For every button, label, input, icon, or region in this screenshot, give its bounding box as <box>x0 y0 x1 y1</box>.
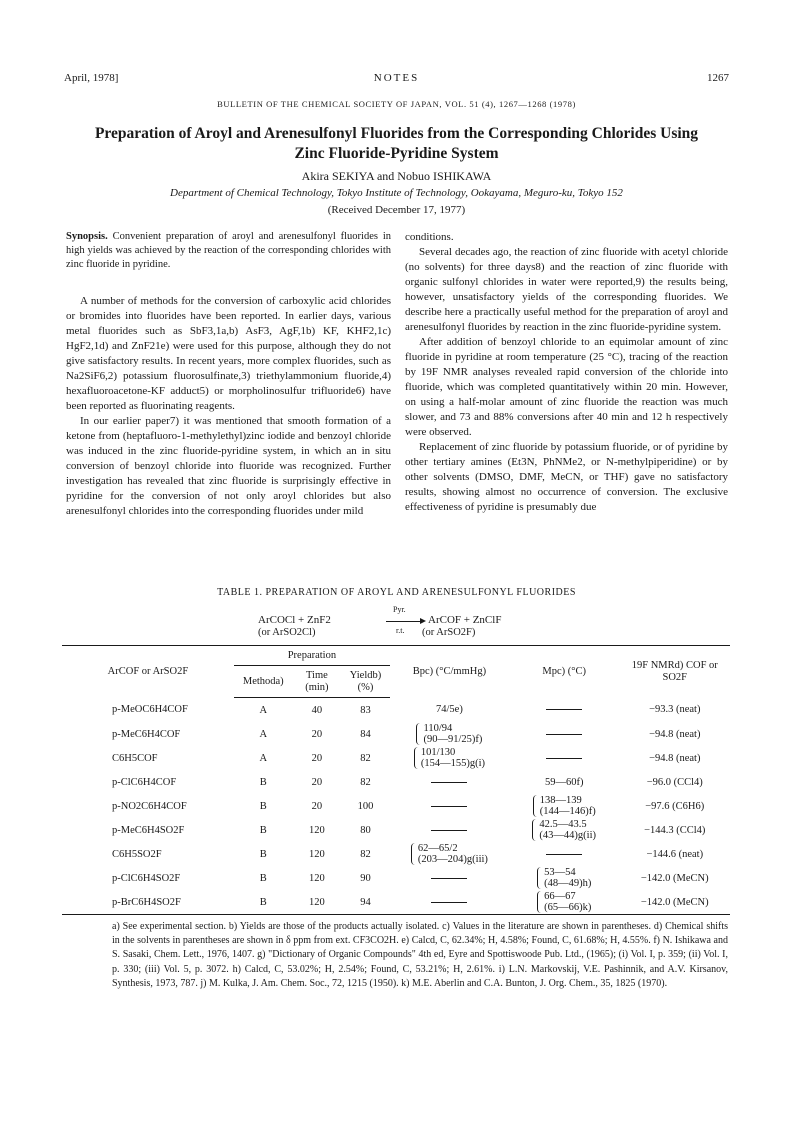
cell-compound: p-NO2C6H4COF <box>112 800 187 812</box>
cell-yield: 100 <box>357 800 374 812</box>
cell-mp: 66—67 (65—66)k) <box>509 890 620 915</box>
cell-time: 120 <box>309 848 325 860</box>
reaction-scheme <box>250 605 550 643</box>
cell-method: B <box>259 776 267 788</box>
cell-mp <box>509 842 620 866</box>
col-header-method: Methoda) <box>234 666 293 698</box>
right-column <box>405 230 728 515</box>
cell-bp <box>390 890 509 915</box>
cell-bp <box>390 866 509 890</box>
received-date: (Received December 17, 1977) <box>327 204 466 216</box>
cell-nmr: −144.3 (CCl4) <box>644 824 706 836</box>
page-number: 1267 <box>707 72 729 84</box>
body-paragraph: A number of methods for the conversion of carboxylic acid chlorides or bromides into fluorides have been reported. In earlier days, various metal fluorides such as SbF3,1a,b) AsF3, AgF,1b) KF, KHF2,1c) HgF2,1d) and ZnF21e) were used for this purpose, although they do not give satisfactory results. In recent years, more complex fluorides, such as Na2SiF6,2) potassium fluorosulfinate,3) triethylammonium fluoride,4) hexafluoroacetone-KF adduct5) or morpholinosulfur trifluoride6) have been reported as fluorinating reagents. <box>66 295 391 412</box>
running-header-section: NOTES <box>373 72 420 84</box>
cell-compound: p-ClC6H4COF <box>112 776 177 788</box>
cell-method: B <box>259 800 267 812</box>
products: ArCOF + ZnClF <box>428 614 502 626</box>
cell-bp <box>390 770 509 794</box>
cell-method: A <box>259 704 268 716</box>
col-header-nmr: 19F NMRd) COF or SO2F <box>620 646 730 698</box>
cell-yield: 82 <box>360 848 371 860</box>
col-header-yield: Yieldb) (%) <box>341 666 390 698</box>
cell-yield: 90 <box>360 872 371 884</box>
cell-compound: p-MeC6H4SO2F <box>112 824 185 836</box>
cell-compound: C6H5COF <box>112 752 158 764</box>
cell-nmr: −97.6 (C6H6) <box>645 800 705 812</box>
col-header-bp: Bpc) (°C/mmHg) <box>390 646 509 698</box>
arrow-condition-solvent: Pyr. <box>393 605 406 614</box>
body-paragraph: After addition of benzoyl chloride to an equimolar amount of zinc fluoride in pyridine at room temperature (25 °C), tracing of the reaction by 19F NMR analyses revealed rapid conversion of the chloride into fluoride, which was completed quantitatively within 20 min. However, on using a half-molar amount of zinc fluoride the reaction was much slower, and 73 and 88% conversions after 40 min and 12 h respectively were observed. <box>405 336 728 438</box>
cell-mp: 53—54 (48—49)h) <box>509 866 620 890</box>
left-column <box>66 230 391 519</box>
table-row <box>62 722 730 746</box>
cell-yield: 82 <box>360 752 371 764</box>
cell-yield: 82 <box>360 776 371 788</box>
journal-citation: BULLETIN OF THE CHEMICAL SOCIETY OF JAPAN, VOL. 51 (4), 1267—1268 (1978) <box>217 99 576 109</box>
col-header-mp: Mpc) (°C) <box>509 646 620 698</box>
cell-nmr: −142.0 (MeCN) <box>620 890 730 915</box>
cell-nmr: −144.6 (neat) <box>646 848 704 860</box>
reaction-arrow <box>386 621 424 622</box>
cell-mp <box>509 722 620 746</box>
cell-method: B <box>234 890 293 915</box>
table-row <box>62 818 730 842</box>
cell-nmr: −94.8 (neat) <box>649 752 701 764</box>
affiliation: Department of Chemical Technology, Tokyo Institute of Technology, Ookayama, Meguro-ku, Tokyo 152 <box>170 187 623 199</box>
cell-compound: p-ClC6H4SO2F <box>112 872 181 884</box>
cell-compound: p-MeOC6H4COF <box>112 704 188 716</box>
cell-method: B <box>259 848 267 860</box>
body-paragraph: In our earlier paper7) it was mentioned that smooth formation of a ketone from (heptafluoro-1-methylethyl)zinc iodide and benzoyl chloride was induced in the zinc fluoride-pyridine system, in which an in situ conversion of benzoyl chloride into fluoride was recognized. Further investigation has revealed that zinc fluoride is surprisingly effective in pyridine for the conversion of not only aroyl chlorides but also arenesulfonyl chlorides into the corresponding fluorides under mild <box>66 415 391 517</box>
table-row <box>62 842 730 866</box>
cell-mp: 138—139 (144—146)f) <box>509 794 620 818</box>
cell-bp <box>390 818 509 842</box>
table-footnotes <box>112 920 728 991</box>
table-caption: TABLE 1. PREPARATION OF AROYL AND ARENESULFONYL FLUORIDES <box>217 587 576 598</box>
cell-nmr: −94.8 (neat) <box>649 728 701 740</box>
cell-time: 120 <box>293 890 341 915</box>
cell-nmr: −93.3 (neat) <box>649 704 701 716</box>
cell-mp <box>509 746 620 770</box>
cell-method: B <box>259 824 267 836</box>
cell-time: 20 <box>311 800 323 812</box>
arrow-condition-temperature: r.t. <box>396 626 405 635</box>
cell-yield: 80 <box>360 824 371 836</box>
cell-time: 20 <box>311 728 323 740</box>
cell-bp: 74/5e) <box>436 704 463 716</box>
authors: Akira SEKIYA and Nobuo ISHIKAWA <box>301 169 492 183</box>
cell-bp: 101/130 (154—155)g(i) <box>390 746 509 770</box>
cell-nmr: −142.0 (MeCN) <box>640 872 709 884</box>
synopsis <box>66 230 391 272</box>
body-paragraph: Several decades ago, the reaction of zinc fluoride with acetyl chloride (no solvents) for three days8) and the reaction of zinc fluoride with organic sulfonyl chlorides in water were reported,9) the results being, however, unsatisfactory yields of the corresponding fluorides. We describe here a practically useful method for the preparation of aroyl and arenesulfonyl fluorides by reaction in the zinc fluoride-pyridine system. <box>405 246 728 333</box>
cell-compound: C6H5SO2F <box>112 848 162 860</box>
footnote-text: a) See experimental section. b) Yields are those of the products actually isolated. c) Values in the literature are shown in parentheses. d) Chemical shifts in the solvents in parentheses are shown in δ ppm from ext. CF3CO2H. e) Calcd, C, 62.34%; H, 4.58%; Found, C, 61.68%; H, 4.55%. f) N. Ishikawa and S. Sasaki, Chem. Lett., 1976, 1407. g) "Dictionary of Organic Compounds" 4th ed, Eyre and Spottiswoode Pub. Ltd., (1965); (i) Vol. I, p. 359; (ii) Vol. I, p. 330; (iii) Vol. 5, p. 3072. h) Calcd, C, 53.02%; H, 2.54%; Found, C, 53.21%; H, 2.61%. i) L.N. Markovskij, V.E. Pashinnik, and A.V. Kirsanov, Synthesis, 1973, 787. j) M. Kulka, J. Am. Chem. Soc., 72, 1215 (1950). k) M.E. Aberlin and C.A. Bunton, J. Org. Chem., 35, 1825 (1970). <box>112 921 728 989</box>
cell-yield: 94 <box>341 890 390 915</box>
cell-compound: p-MeC6H4COF <box>112 728 181 740</box>
product-alternative: (or ArSO2F) <box>422 627 476 638</box>
cell-bp: 62—65/2 (203—204)g(iii) <box>390 842 509 866</box>
table-row <box>62 698 730 723</box>
table-row <box>62 794 730 818</box>
cell-time: 120 <box>309 824 325 836</box>
data-table <box>62 645 730 915</box>
reactant-alternative: (or ArSO2Cl) <box>258 627 316 638</box>
cell-yield: 83 <box>360 704 371 716</box>
table-row <box>62 770 730 794</box>
table-row <box>62 890 730 915</box>
cell-yield: 84 <box>360 728 371 740</box>
cell-mp: 59—60f) <box>544 776 584 788</box>
cell-nmr: −96.0 (CCl4) <box>646 776 703 788</box>
body-paragraph: Replacement of zinc fluoride by potassium fluoride, or of pyridine by other tertiary amines (Et3N, PhNMe2, or N-methylpiperidine) or by other solvents (DMSO, DMF, MeCN, or THF) gave no satisfactory results, showing almost no occurrence of conversion. The exclusive effectiveness of pyridine is presumably due <box>405 441 728 513</box>
cell-bp: 110/94 (90—91/25)f) <box>390 722 509 746</box>
paper-title: Preparation of Aroyl and Arenesulfonyl Fluorides from the Corresponding Chlorides Using Zinc Fluoride-Pyridine System <box>94 125 699 162</box>
cell-time: 120 <box>309 872 325 884</box>
table-row <box>62 746 730 770</box>
cell-bp <box>390 794 509 818</box>
cell-mp <box>509 698 620 723</box>
cell-mp: 42.5—43.5 (43—44)g(ii) <box>509 818 620 842</box>
col-header-preparation: Preparation <box>234 646 390 666</box>
table-row <box>62 866 730 890</box>
cell-time: 20 <box>311 776 323 788</box>
col-header-time: Time (min) <box>293 666 341 698</box>
cell-method: A <box>259 752 268 764</box>
body-paragraph: conditions. <box>405 231 454 243</box>
running-header-date: April, 1978] <box>64 72 119 84</box>
reactants: ArCOCl + ZnF2 <box>258 614 331 626</box>
cell-compound: p-BrC6H4SO2F <box>62 890 234 915</box>
synopsis-text: Convenient preparation of aroyl and arenesulfonyl fluorides in high yields was achieved by the reaction of the corresponding chlorides with zinc fluoride in pyridine. <box>66 231 392 270</box>
cell-method: B <box>259 872 267 884</box>
col-header-compound: ArCOF or ArSO2F <box>62 646 234 698</box>
cell-method: A <box>259 728 268 740</box>
cell-time: 40 <box>311 704 323 716</box>
cell-time: 20 <box>311 752 323 764</box>
synopsis-label: Synopsis. <box>66 231 108 242</box>
